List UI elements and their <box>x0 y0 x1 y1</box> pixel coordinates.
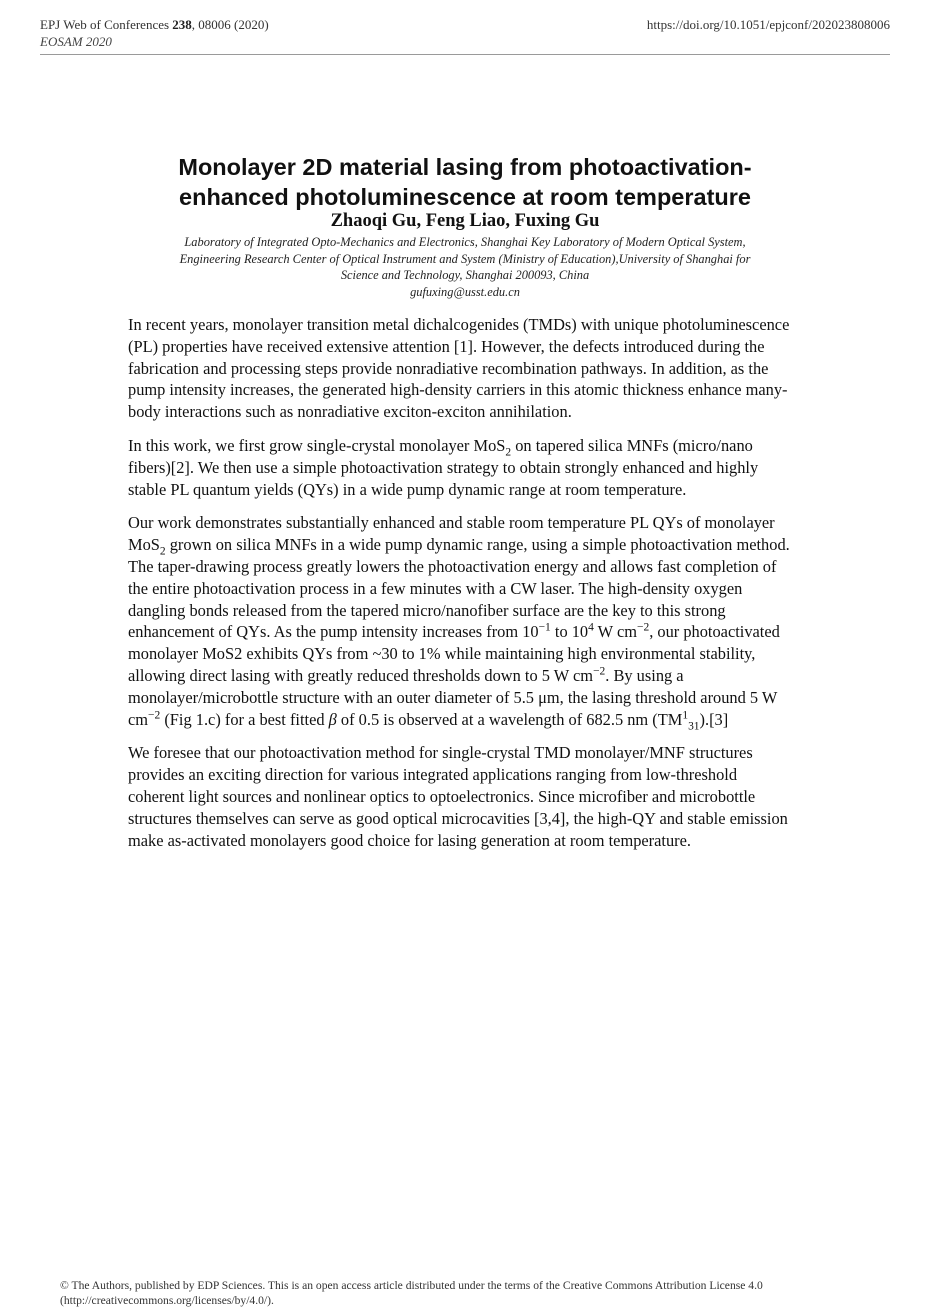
conference-name: EOSAM 2020 <box>40 34 112 49</box>
license-url[interactable]: (http://creativecommons.org/licenses/by/4.0/). <box>60 1294 274 1307</box>
running-header <box>40 14 890 55</box>
p3-superscript-2: 4 <box>588 621 594 634</box>
paragraph-2 <box>128 435 796 500</box>
p3-text-g: (Fig 1.c) for a best fitted <box>160 709 329 729</box>
p3-superscript-1: −1 <box>538 621 551 634</box>
p3-superscript-3: −2 <box>636 621 650 634</box>
affiliation-block <box>120 234 810 300</box>
p2-text-b: on tapered silica MNFs (micro/nano fibers)[2]. We then use a simple photoactivation strategy to obtain strongly enhanced and highly stable PL quantum yields (QYs) in a wide pump dynamic range at room temperature. <box>128 435 759 499</box>
p3-superscript-5: −2 <box>148 709 161 722</box>
abstract-body <box>128 314 796 863</box>
journal-name: EPJ Web of Conferences <box>40 17 173 32</box>
title-line-1: Monolayer 2D material lasing from photoactivation- <box>178 154 752 180</box>
p2-subscript: 2 <box>505 446 512 459</box>
p3-text-c: to 10 <box>550 622 589 642</box>
journal-volume: 238 <box>172 17 192 32</box>
license-footer <box>60 1278 890 1308</box>
p3-beta-symbol: β <box>328 709 337 729</box>
author-email[interactable]: gufuxing@usst.edu.cn <box>410 284 520 299</box>
p3-text-e: , our photoactivated monolayer MoS2 exhibits QYs from ~30 to 1% while maintaining high environmental stability, allowing direct lasing with greatly reduced thresholds down to 5 W cm <box>128 622 780 685</box>
title-line-2: enhanced photoluminescence at room temperature <box>179 184 751 210</box>
affiliation-line-1: Laboratory of Integrated Opto-Mechanics and Electronics, Shanghai Key Laboratory of Modern Optical System, <box>184 235 746 249</box>
affiliation-line-3: Science and Technology, Shanghai 200093, China <box>340 268 590 282</box>
p3-text-d: W cm <box>593 622 637 642</box>
p3-text-f: . By using a monolayer/microbottle structure with an outer diameter of 5.5 μm, the lasing threshold around 5 W cm <box>128 665 778 729</box>
article-reference: , 08006 (2020) <box>191 17 269 32</box>
paragraph-1: In recent years, monolayer transition metal dichalcogenides (TMDs) with unique photoluminescence (PL) properties have received extensive attention [1]. However, the defects introduced during the fabrication and processing steps provide nonradiative recombination pathways. In addition, as the pump intensity increases, the generated high-density carriers in this atomic thickness enhance many-body interactions such as nonradiative exciton-exciton annihilation. <box>128 315 790 422</box>
p3-text-h: of 0.5 is observed at a wavelength of 682.5 nm (TM <box>336 709 683 729</box>
paragraph-3 <box>128 512 796 730</box>
paper-title <box>100 152 830 212</box>
p3-text-i: ).[3] <box>699 709 729 729</box>
p3-text-a: Our work demonstrates substantially enhanced and stable room temperature PL QYs of monolayer MoS <box>128 513 775 555</box>
p3-subscript-2: 31 <box>688 719 700 732</box>
p3-text-b: grown on silica MNFs in a wide pump dynamic range, using a simple photoactivation method. The taper-drawing process greatly lowers the photoactivation energy and allows fast completion of the entire photoactivation process in a few minutes with a CW laser. The high-density oxygen dangling bonds released from the tapered micro/nanofiber surface are the key to this strong enhancement of QYs. As the pump intensity increases from 10 <box>128 535 790 642</box>
paragraph-4: We foresee that our photoactivation method for single-crystal TMD monolayer/MNF structures provides an exciting direction for various integrated applications ranging from low-threshold coherent light sources and nonlinear optics to optoelectronics. Since microfiber and microbottle structures themselves can serve as good optical microcavities [3,4], the high-QY and stable emission make as-activated monolayers good choice for lasing generation at room temperature. <box>128 743 788 850</box>
p3-superscript-6: 1 <box>682 709 689 722</box>
author-list: Zhaoqi Gu, Feng Liao, Fuxing Gu <box>330 211 600 231</box>
p3-subscript-1: 2 <box>159 545 166 558</box>
p2-text-a: In this work, we first grow single-crystal monolayer MoS <box>128 435 506 455</box>
license-statement: © The Authors, published by EDP Sciences. This is an open access article distributed under the terms of the Creative Commons Attribution License 4.0 <box>60 1279 763 1292</box>
p3-superscript-4: −2 <box>593 665 606 678</box>
doi-link[interactable]: https://doi.org/10.1051/epjconf/202023808006 <box>646 17 890 32</box>
affiliation-line-2: Engineering Research Center of Optical Instrument and System (Ministry of Education),University of Shanghai for <box>179 251 751 266</box>
journal-citation <box>40 17 269 33</box>
